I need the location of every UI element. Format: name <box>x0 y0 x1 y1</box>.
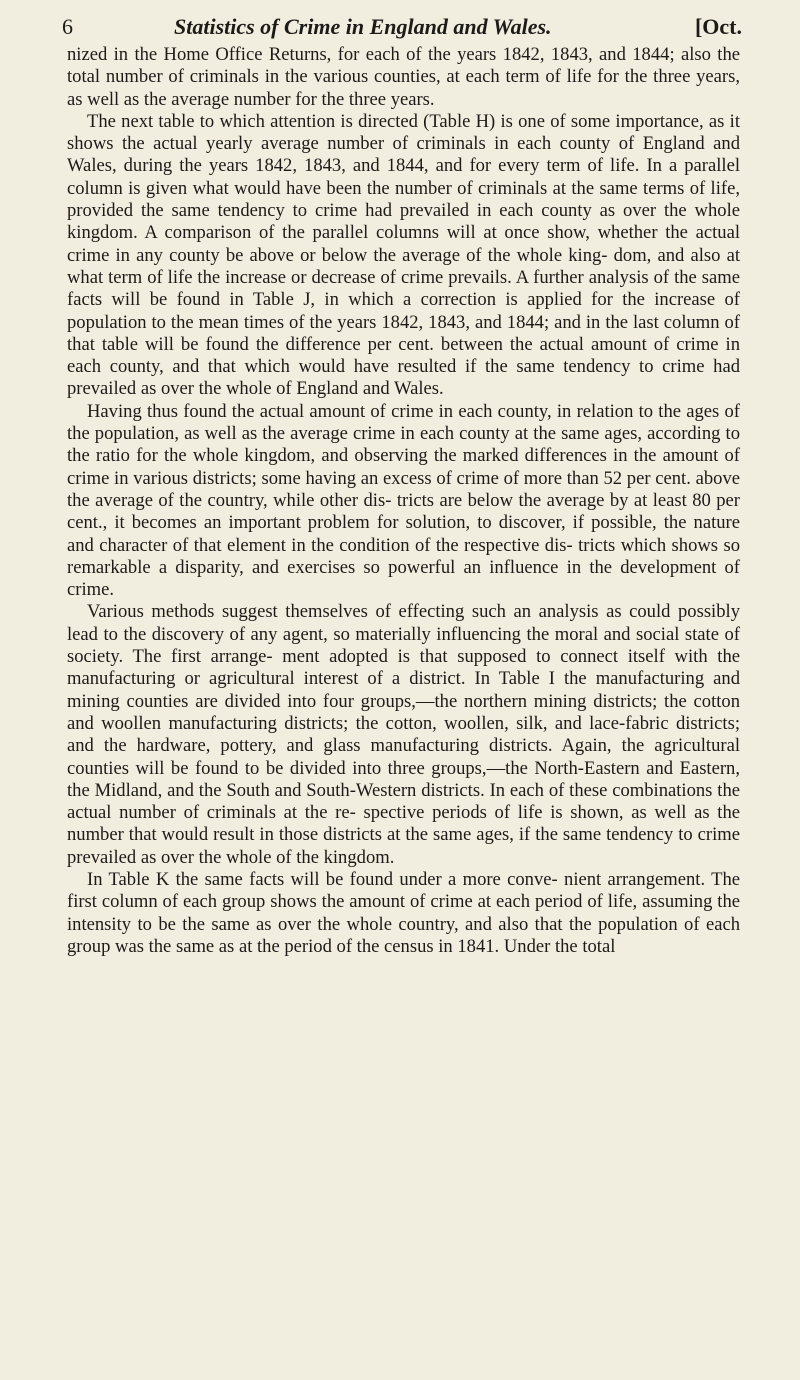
running-title: Statistics of Crime in England and Wales. <box>174 14 552 39</box>
body-text <box>67 44 740 958</box>
header-month: [Oct. <box>694 14 742 39</box>
paragraph-continuation: nized in the Home Office Returns, for each of the years 1842, 1843, and 1844; also the total number of criminals in the various counties, at each term of life for the three years, as well as the average number for the three years. <box>67 44 740 110</box>
page-header <box>62 8 742 48</box>
page-number: 6 <box>62 14 73 39</box>
paragraph-table-h: The next table to which attention is directed (Table H) is one of some importance, as it shows the actual yearly average number of criminals in each county of England and Wales, during the years 1842, 1843, and 1844, and for every term of life. In a parallel column is given what would have been the number of criminals at the same terms of life, provided the same tendency to crime had prevailed in each county as over the whole kingdom. A comparison of the parallel columns will at once show, whether the actual crime in any county be above or below the average of the whole king- dom, and also at what term of life the increase or decrease of crime prevails. A further analysis of the same facts will be found in Table J, in which a correction is applied for the increase of population to the mean times of the years 1842, 1843, and 1844; and in the last column of that table will be found the difference per cent. between the actual amount of crime in each county, and that which would have resulted if the same tendency to crime had prevailed as over the whole of England and Wales. <box>67 110 740 400</box>
paragraph-analysis-methods: Various methods suggest themselves of effecting such an analysis as could possibly lead to the discovery of any agent, so materially influencing the moral and social state of society. The first arrange- ment adopted is that supposed to connect itself with the manufacturing or agricultural interest of a district. In Table I the manufacturing and mining counties are divided into four groups,—the northern mining districts; the cotton and woollen manufacturing districts; the cotton, woollen, silk, and lace-fabric districts; and the hardware, pottery, and glass manufacturing districts. Again, the agricultural counties will be found to be divided into three groups,—the North-Eastern and Eastern, the Midland, and the South and South-Western districts. In each of these combinations the actual number of criminals at the re- spective periods of life is shown, as well as the number that would result in those districts at the same ages, if the same tendency to crime prevailed as over the whole of the kingdom. <box>67 601 740 868</box>
paragraph-table-k: In Table K the same facts will be found under a more conve- nient arrangement. The first column of each group shows the amount of crime at each period of life, assuming the intensity to be the same as over the whole country, and also that the population of each group was the same as at the period of the census in 1841. Under the total <box>67 868 740 957</box>
paragraph-actual-crime: Having thus found the actual amount of crime in each county, in relation to the ages of the population, as well as the average crime in each county at the same ages, according to the ratio for the whole kingdom, and observing the marked differences in the amount of crime in various districts; some having an excess of crime of more than 52 per cent. above the average of the country, while other dis- tricts are below the average by at least 80 per cent., it becomes an important problem for solution, to discover, if possible, the nature and character of that element in the condition of the respective dis- tricts which shows so remarkable a disparity, and exercises so powerful an influence in the development of crime. <box>67 400 740 601</box>
